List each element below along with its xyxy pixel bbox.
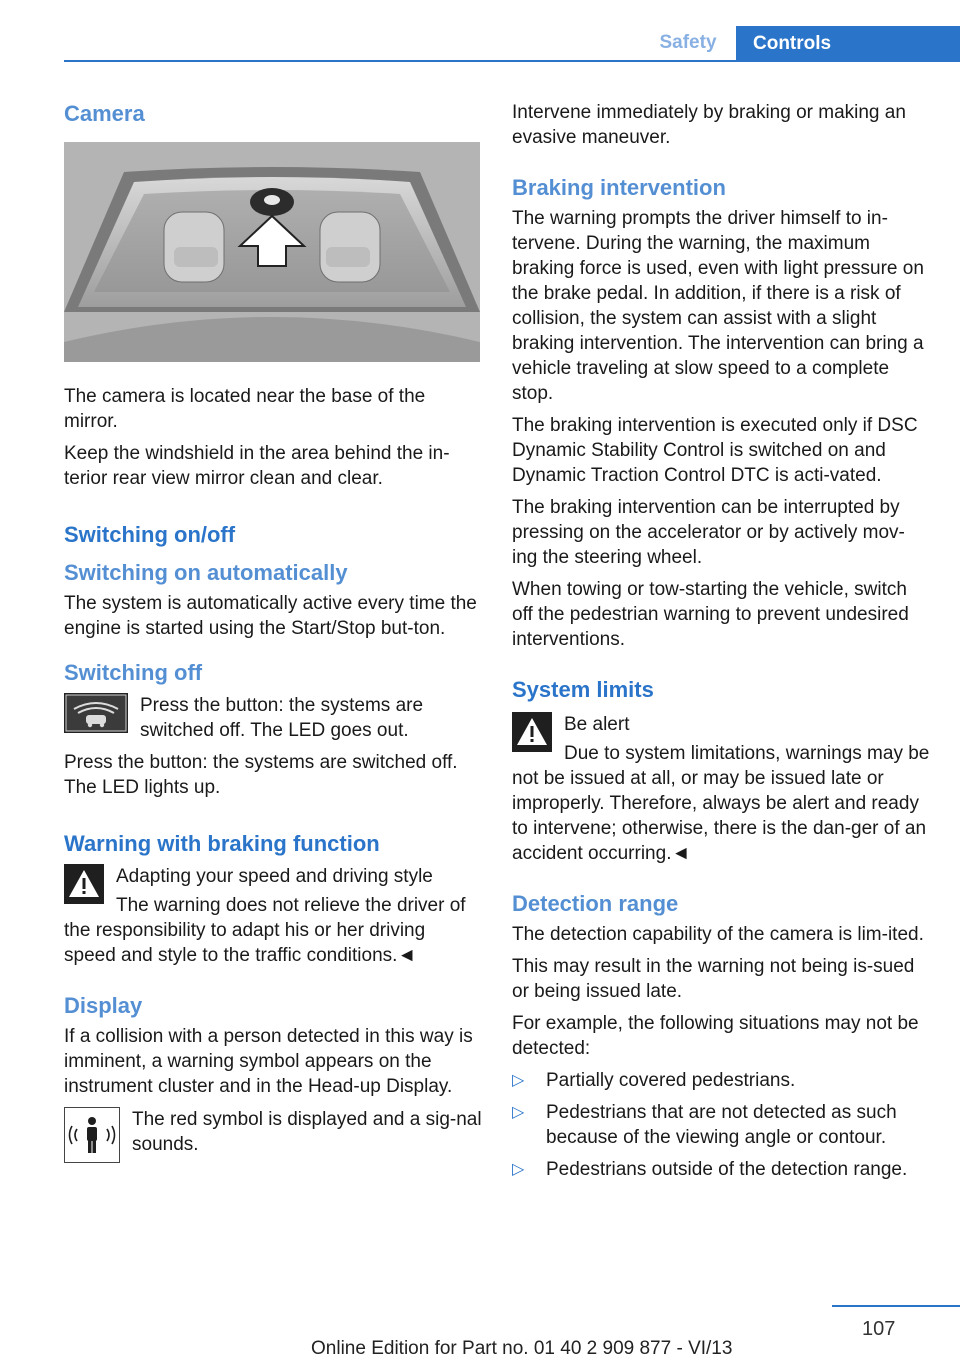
tab-controls: Controls (736, 26, 960, 62)
bullet-triangle-icon: ▷ (512, 1161, 525, 1178)
off-icon-text: Press the button: the systems are switched off. The LED goes out. (140, 695, 424, 741)
limits-text: Due to system limitations, warnings may be not be issued at all, or may be issued late or improperly. Therefore, always be alert and ready to intervene; otherwise, there is the dan‐ger of an accident occurring.◄ (512, 743, 930, 864)
range-heading: Detection range (512, 891, 679, 916)
bullet-triangle-icon: ▷ (512, 1072, 525, 1089)
right-column (512, 100, 930, 1189)
list-item (512, 1068, 930, 1093)
off-heading: Switching off (64, 660, 203, 685)
limits-title: Be alert (564, 714, 630, 735)
header-rule (64, 60, 960, 62)
intro-text: Intervene immediately by braking or making an evasive maneuver. (512, 102, 906, 148)
left-column (64, 100, 482, 1168)
display-symbol-row (64, 1107, 482, 1157)
range-text-3: For example, the following situations may not be detected: (512, 1013, 919, 1059)
list-item (512, 1157, 930, 1182)
warning-notice (64, 864, 482, 968)
bullet-triangle-icon: ▷ (512, 1104, 525, 1121)
pedestrian-warning-button-icon (64, 693, 128, 738)
pedestrian-symbol-icon (64, 1107, 120, 1168)
display-heading: Display (64, 993, 143, 1018)
auto-text: The system is automatically active every time the engine is started using the Start/Stop but‐ton. (64, 593, 477, 639)
page-number: 107 (862, 1318, 896, 1340)
warning-triangle-icon (64, 864, 104, 909)
auto-heading: Switching on automatically (64, 560, 348, 585)
display-symbol-text: The red symbol is displayed and a sig‐nal sounds. (132, 1109, 482, 1155)
range-text-1: The detection capability of the camera is lim‐ited. (512, 924, 924, 945)
list-item-text: Partially covered pedestrians. (546, 1070, 796, 1091)
braking-text-4: When towing or tow-starting the vehicle, switch off the pedestrian warning to prevent undesired interventions. (512, 579, 909, 650)
camera-text-1: The camera is located near the base of the mirror. (64, 386, 426, 432)
camera-text-2: Keep the windshield in the area behind the in‐terior rear view mirror clean and clear. (64, 443, 450, 489)
warning-title: Adapting your speed and driving style (116, 866, 433, 887)
list-item-text: Pedestrians that are not detected as such because of the viewing angle or contour. (546, 1102, 897, 1148)
list-item (512, 1100, 930, 1150)
braking-text-2: The braking intervention is executed only if DSC Dynamic Stability Control is switched on and Dynamic Traction Control DTC is acti‐vated. (512, 415, 918, 486)
warning-triangle-icon (512, 712, 552, 757)
switching-heading: Switching on/off (64, 522, 236, 547)
range-text-2: This may result in the warning not being is‐sued or being issued late. (512, 956, 915, 1002)
limits-notice (512, 712, 930, 866)
off-button-row (64, 693, 482, 743)
braking-text-1: The warning prompts the driver himself to in‐tervene. During the warning, the maximum braking force is used, even with light pressure on the brake pedal. In addition, if there is a risk of collision, the system can assist with a slight braking intervention. The intervention can bring a vehicle traveling at slow speed to a complete stop. (512, 208, 924, 404)
braking-text-3: The braking intervention can be interrupted by pressing on the accelerator or by actively mov‐ing the steering wheel. (512, 497, 905, 568)
limits-heading: System limits (512, 677, 654, 702)
camera-heading: Camera (64, 101, 145, 126)
display-text: If a collision with a person detected in this way is imminent, a warning symbol appears on the instrument cluster and in the Head-up Display. (64, 1026, 473, 1097)
warning-text: The warning does not relieve the driver of the responsibility to adapt his or her driving speed and style to the traffic conditions.◄ (64, 895, 466, 966)
braking-heading: Braking intervention (512, 175, 726, 200)
list-item-text: Pedestrians outside of the detection range. (546, 1159, 908, 1180)
edition-note: Online Edition for Part no. 01 40 2 909 877 - VI/13 (311, 1338, 733, 1359)
footer-rule (832, 1305, 960, 1307)
warning-heading: Warning with braking function (64, 831, 380, 856)
tab-safety: Safety (659, 32, 717, 53)
camera-location-photo (64, 142, 480, 362)
off-text: Press the button: the systems are switched off. The LED lights up. (64, 752, 458, 798)
